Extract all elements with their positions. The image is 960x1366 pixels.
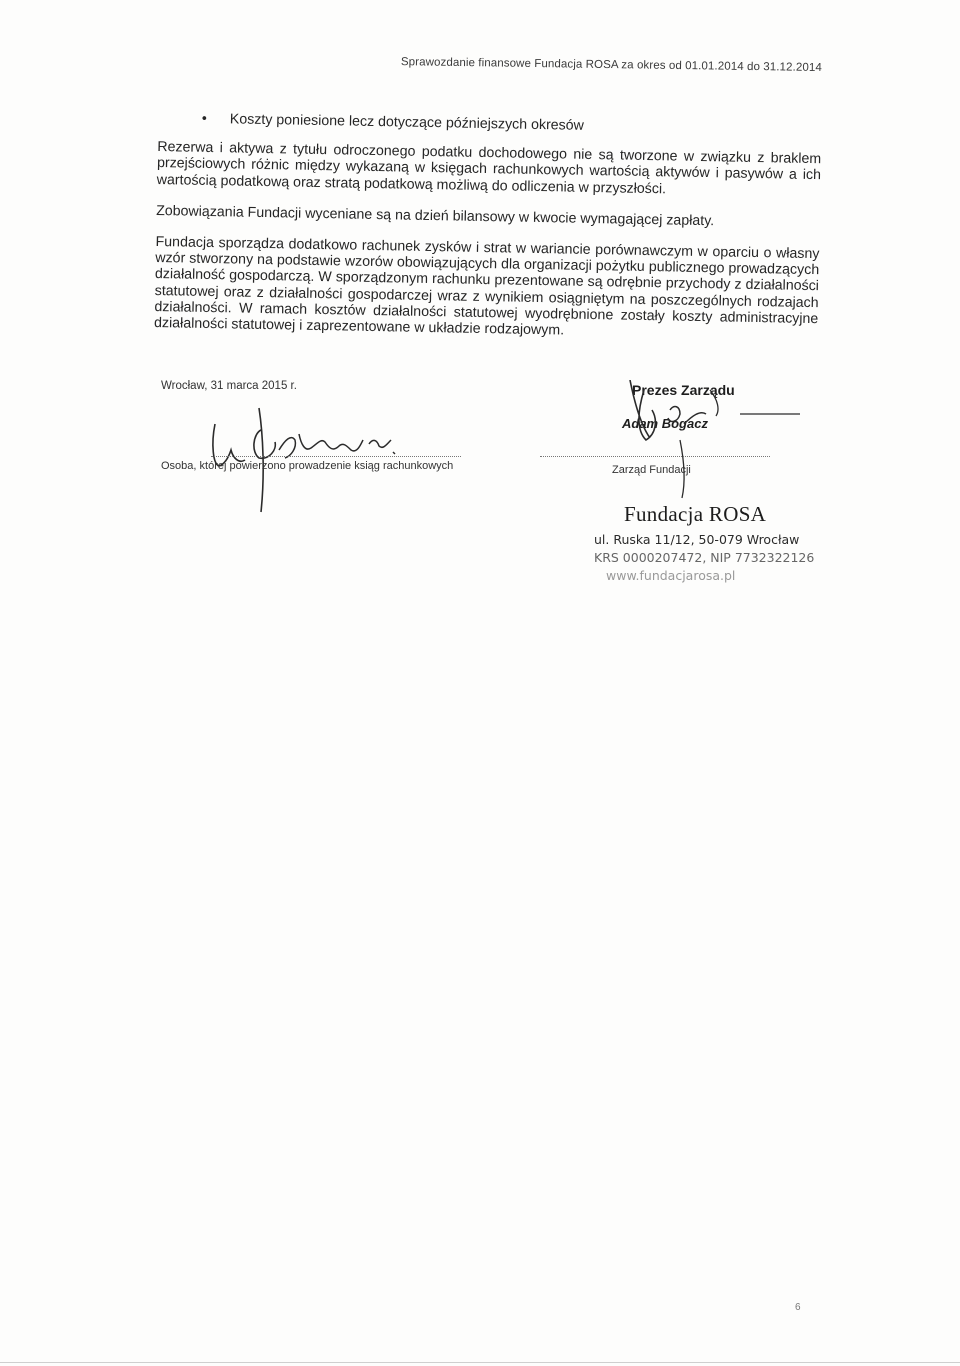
accountant-handwritten-signature xyxy=(201,394,401,514)
president-handwritten-signature xyxy=(600,380,840,500)
bottom-edge-line xyxy=(0,1362,960,1363)
bullet-text: Koszty poniesione lecz dotyczące późniejszych okresów xyxy=(229,111,585,134)
place-date: Wrocław, 31 marca 2015 r. xyxy=(161,380,297,392)
page-number: 6 xyxy=(795,1302,801,1313)
paragraph-deferred-tax: Rezerwa i aktywa z tytułu odroczonego podatku dochodowego nie są tworzone w związku z braklem przejściowych różnic między wykazaną w księgach rachunkowych wartością aktywów i pasywów a ich wartością podatkową oraz stratą podatkową możliwą do odliczenia w przyszłości. xyxy=(156,139,822,197)
organization-ids: KRS 0000207472, NIP 7732322126 xyxy=(594,550,815,565)
organization-address: ul. Ruska 11/12, 50-079 Wrocław xyxy=(594,532,800,547)
signature-dotted-line xyxy=(540,456,770,457)
page-header: Sprawozdanie finansowe Fundacja ROSA za okres od 01.01.2014 do 31.12.2014 xyxy=(400,56,822,74)
stamp-title: Prezes Zarządu xyxy=(632,382,735,398)
stamp-name: Adam Bogacz xyxy=(622,416,708,431)
bullet-item xyxy=(202,111,822,139)
document-body xyxy=(154,110,822,358)
accountant-caption: Osoba, której powierzono prowadzenie ksiąg rachunkowych xyxy=(161,460,454,472)
board-signature-block xyxy=(540,380,840,500)
organization-name: Fundacja ROSA xyxy=(624,502,767,526)
signature-dotted-line xyxy=(211,456,461,457)
organization-website: www.fundacjarosa.pl xyxy=(606,568,736,583)
board-caption: Zarząd Fundacji xyxy=(612,464,691,476)
bullet-symbol: • xyxy=(201,110,207,127)
paragraph-income-statement: Fundacja sporządza dodatkowo rachunek zysków i strat w wariancie porównawczym w oparciu o własny wzór stworzony na podstawie wzorów obowiązujących dla organizacji pożytku publicznego prowadzących działalność gospodarczą. W sporządzonym rachunku prezentowane są odrębnie przychody z działalności statutowej oraz z działalności gospodarczej wraz z wynikiem osiągniętym na poszczególnych rodzajach działalności. W ramach kosztów działalności statutowej wyodrębnione zostały koszty administracyjne działalności statutowej i zaprezentowane w układzie rodzajowym. xyxy=(153,233,820,339)
accountant-signature-block xyxy=(161,380,491,520)
paragraph-liabilities: Zobowiązania Fundacji wyceniane są na dzień bilansowy w kwocie wymagającej zapłaty. xyxy=(156,202,715,230)
